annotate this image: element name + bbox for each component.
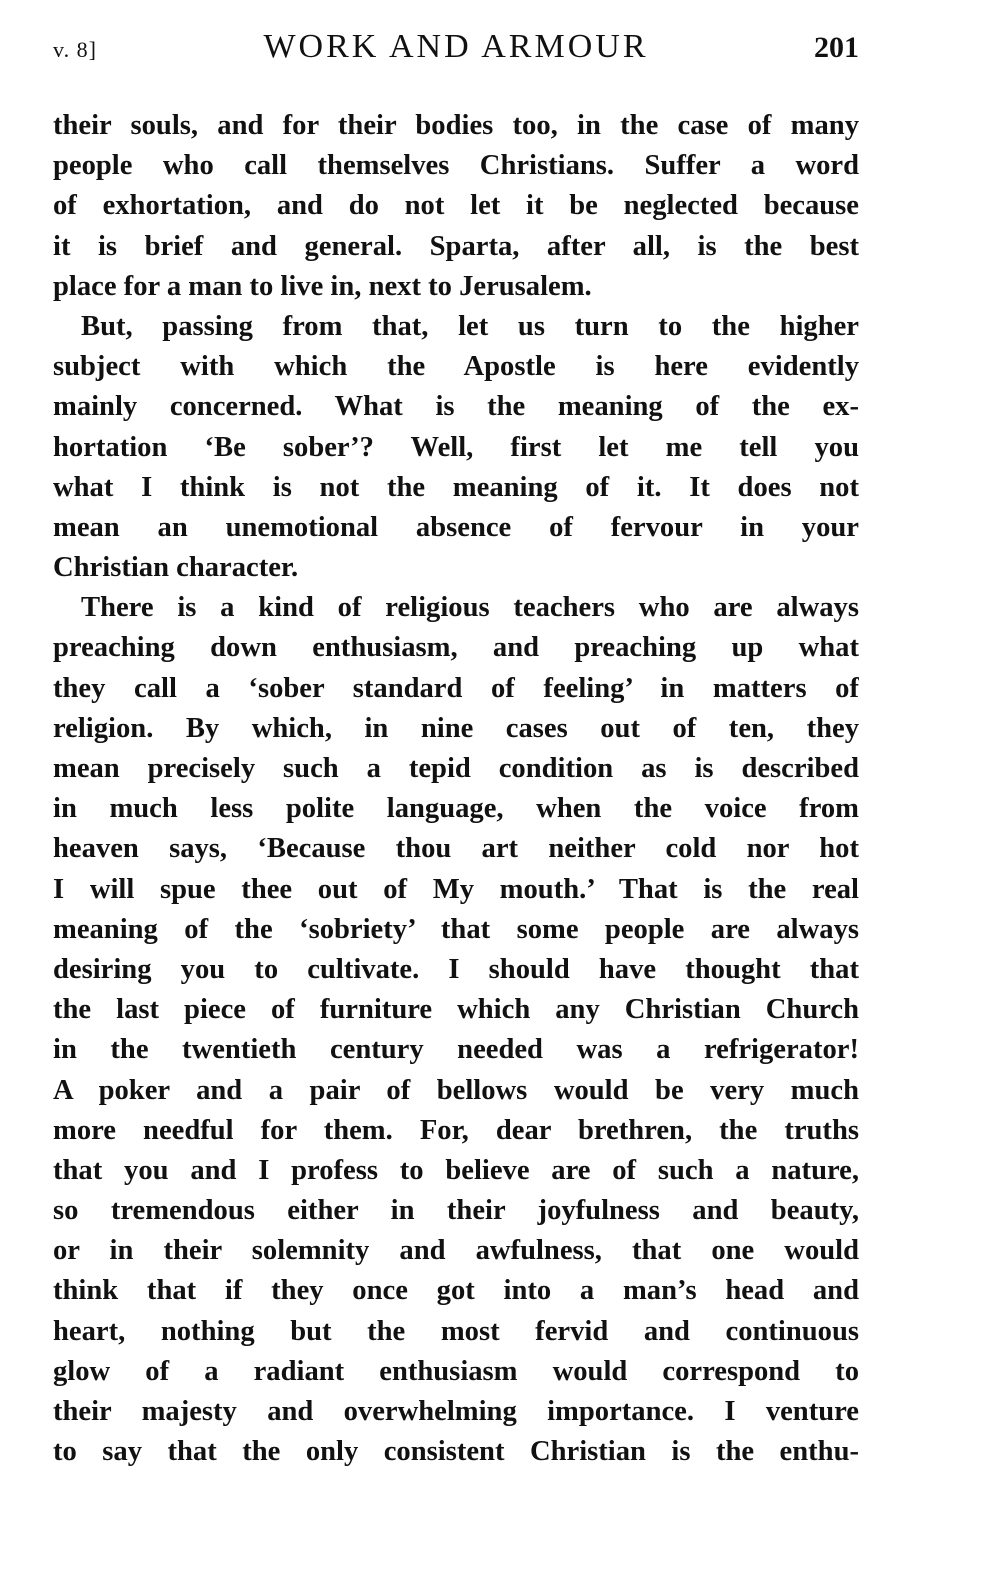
text-line: A poker and a pair of bellows would be very much — [53, 1074, 859, 1106]
text-line: that you and I profess to believe are of such a nature, — [53, 1154, 859, 1186]
text-line: mean precisely such a tepid condition as is described — [53, 753, 859, 784]
text-line: mean an unemotional absence of fervour in your — [53, 511, 859, 543]
text-line: place for a man to live in, next to Jerusalem. — [53, 270, 592, 302]
text-line: heaven says, ‘Because thou art neither cold nor hot — [53, 833, 859, 865]
text-line: so tremendous either in their joyfulness and beauty, — [53, 1195, 859, 1227]
text-line: hortation ‘Be sober’? Well, first let me tell you — [53, 431, 859, 463]
text-line: the last piece of furniture which any Christian Church — [53, 994, 859, 1026]
running-title: WORK AND ARMOUR — [263, 28, 649, 65]
body-text — [53, 106, 859, 1472]
text-line: what I think is not the meaning of it. It does not — [53, 471, 859, 503]
text-line: people who call themselves Christians. Suffer a word — [53, 150, 859, 182]
text-line: subject with which the Apostle is here evidently — [53, 351, 859, 383]
book-page — [53, 28, 859, 1472]
text-line: I will spue thee out of My mouth.’ That is the real — [53, 873, 859, 905]
text-line: preaching down enthusiasm, and preaching up what — [53, 632, 859, 664]
text-line: in much less polite language, when the voice from — [53, 793, 859, 825]
text-line: their souls, and for their bodies too, in the case of many — [53, 110, 859, 141]
text-line: to say that the only consistent Christian is the enthu- — [53, 1436, 859, 1468]
text-line: glow of a radiant enthusiasm would correspond to — [53, 1355, 859, 1387]
page-number: 201 — [814, 31, 859, 64]
text-line: desiring you to cultivate. I should have thought that — [53, 953, 859, 985]
text-line: heart, nothing but the most fervid and continuous — [53, 1315, 859, 1347]
text-line: think that if they once got into a man’s head and — [53, 1275, 859, 1307]
text-line: it is brief and general. Sparta, after all, is the best — [53, 230, 859, 262]
text-line: of exhortation, and do not let it be neglected because — [53, 190, 859, 222]
text-line: meaning of the ‘sobriety’ that some people are always — [53, 913, 859, 945]
text-line: Christian character. — [53, 552, 299, 584]
verse-reference: v. 8] — [53, 37, 97, 62]
text-line: But, passing from that, let us turn to the higher — [81, 310, 859, 342]
text-line: they call a ‘sober standard of feeling’ in matters of — [53, 672, 859, 704]
text-line: religion. By which, in nine cases out of ten, they — [53, 712, 859, 744]
text-line: in the twentieth century needed was a refrigerator! — [53, 1034, 859, 1066]
running-head — [53, 28, 859, 80]
text-line: or in their solemnity and awfulness, that one would — [53, 1235, 859, 1267]
text-line: mainly concerned. What is the meaning of the ex- — [53, 391, 859, 423]
text-line: more needful for them. For, dear brethren, the truths — [53, 1114, 859, 1146]
text-line: their majesty and overwhelming importance. I venture — [53, 1396, 859, 1427]
text-line: There is a kind of religious teachers who are always — [81, 592, 859, 624]
